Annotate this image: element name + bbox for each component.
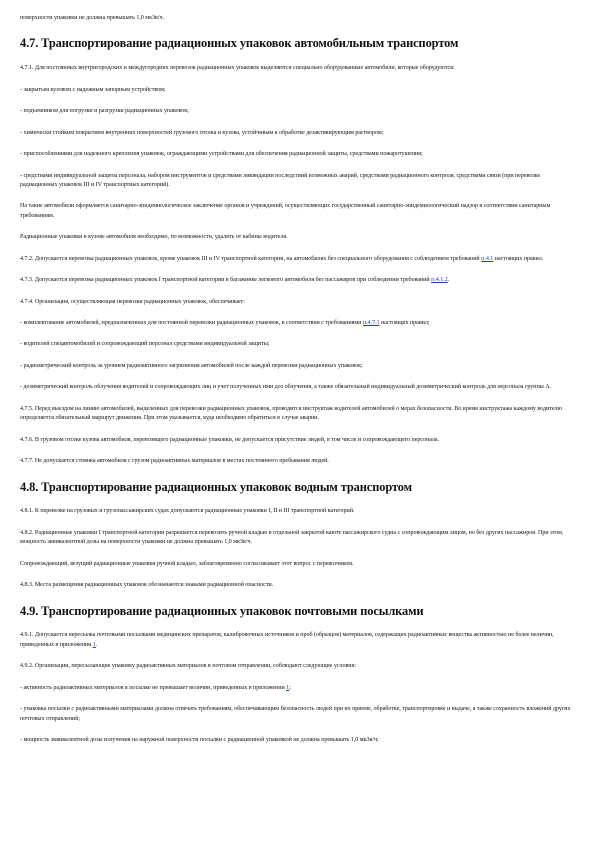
- paragraph-4-7-2: [20, 255, 575, 264]
- paragraph-placement: Радиационные упаковки в кузове автомобиля необходимо, по возможности, удалять от кабины водителя.: [20, 234, 288, 241]
- bullet-lift: - подъемником для погрузки и разгрузки радиационных упаковок;: [20, 108, 189, 115]
- bullet-equipment: [20, 319, 575, 328]
- text: 4.7.3. Допускается перевозка радиационных упаковок I транспортной категории в багажнике легкового автомобиля без пассажиров при соблюдении требований: [20, 277, 430, 284]
- text: .: [95, 641, 98, 648]
- link-appendix-1[interactable]: 1: [286, 684, 290, 691]
- link-appendix-1[interactable]: 1: [92, 641, 96, 648]
- text: настоящих правил;: [380, 320, 430, 326]
- bullet-fastening: - приспособлениями для надежного крепления упаковок, ограждающими устройствами для обеспечения радиационной защиты, средствами пожаротушения;: [20, 151, 423, 158]
- paragraph-escort: Сопровождающий, везущий радиационные упаковки ручной кладью, заблаговременно согласовывает этот вопрос с перевозчиком.: [20, 560, 354, 567]
- text: .: [447, 277, 450, 284]
- text: ;: [289, 684, 291, 691]
- bullet-ppe: - водителей спецавтомобилей и сопровождающий персонал средствами индивидуальной защиты;: [20, 341, 270, 348]
- section-4-8-heading: 4.8. Транспортирование радиационных упаковок водным транспортом: [20, 479, 412, 494]
- paragraph-4-9-1: [20, 631, 575, 650]
- section-4-9-heading: 4.9. Транспортирование радиационных упаковок почтовыми посылками: [20, 603, 424, 618]
- text: 4.9.1. Допускается пересылка почтовыми посылками медицинских препаратов, калибровочных источников и проб (образцов) материалов, содержащих радиоактивные вещества активностью не более величин, приведенных в приложении: [20, 632, 554, 648]
- paragraph-4-8-1: 4.8.1. К перевозке на грузовых и грузопассажирских судах допускаются радиационные упаковки I, II и III транспортной категорий.: [20, 508, 355, 515]
- intro-paragraph: поверхности упаковки не должна превышать 1,0 мкЗв/ч.: [20, 15, 164, 21]
- link-p-4-1-2[interactable]: п.4.1.2: [431, 277, 448, 284]
- bullet-dosimetric: - дозиметрический контроль облучения водителей и сопровождающих лиц и учет полученных ими доз облучения, а также обязательный индивидуальный дозиметрический контроль для персонала группы А.: [20, 384, 552, 391]
- bullet-radiometric: - радиометрический контроль за уровнем радиоактивного загрязнения автомобилей после каждой перевозки радиационных упаковок;: [20, 362, 363, 369]
- link-p-4-1[interactable]: п.4.1: [481, 255, 494, 262]
- paragraph-4-7-7: 4.7.7. Не допускается стоянка автомобиля с грузом радиоактивных материалов в местах постоянного пребывания людей.: [20, 458, 329, 465]
- bullet-dose-rate: - мощность эквивалентной дозы излучения на наружной поверхности посылки с радиационной упаковкой не должна превышать 1,0 мкЗв/ч;: [20, 737, 379, 744]
- text: - активность радиоактивных материалов в посылке не превышает величин, приведенных в приложении: [20, 684, 285, 691]
- text: 4.7.2. Допускается перевозка радиационных упаковок, кроме упаковок III и IV транспортной категории, на автомобилях без специального оборудования с соблюдением требований: [20, 255, 480, 262]
- text: - комплектование автомобилей, предназначенных для постоянной перевозки радиационных упаковок, в соответствии с требованиями: [20, 320, 362, 326]
- paragraph-4-7-6: 4.7.6. В грузовом отсеке кузова автомобиля, перевозящего радиационные упаковки, не допускается присутствие людей, в том числе и сопровождающего персонала.: [20, 436, 440, 443]
- document-page: [20, 14, 575, 758]
- paragraph-4-7-1: 4.7.1. Для постоянных внутригородских и междугородних перевозок радиационных упаковок выделяются специально оборудованные автомобили, которые оборудуются:: [20, 65, 455, 72]
- text: настоящих правил.: [494, 255, 544, 262]
- paragraph-4-8-3: 4.8.3. Места размещения радиационных упаковок обозначаются знаками радиационной опасности.: [20, 582, 274, 589]
- bullet-coating: - химически стойким покрытием внутренних поверхностей грузового отсека и кузова, устойчивым к обработке дезактивирующим раствором;: [20, 129, 384, 136]
- paragraph-4-7-3: [20, 276, 575, 285]
- paragraph-4-8-2: 4.8.2. Радиационные упаковки I транспортной категории разрешается перевозить ручной кладью в отдельной закрытой каюте пассажирского судна с сопровождающим лицом, но без других пассажиров. При этом, мощность эквивалентной дозы на поверхности упаковки не должна превышать 1,0 мкЗв/ч.: [20, 529, 564, 546]
- paragraph-4-9-2: 4.9.2. Организации, пересылающие упаковку радиоактивных материалов в почтовом отправлении, соблюдают следующие условия:: [20, 663, 356, 670]
- bullet-packaging: - упаковка посылки с радиоактивными материалами должна отвечать требованиям, обеспечивающим безопасность людей при их приеме, обработке, транспортировке и выдаче, а также сохранность вложений других почтовых отправлений;: [20, 706, 571, 722]
- bullet-activity: [20, 684, 575, 693]
- paragraph-4-7-5: 4.7.5. Перед выездом на линию автомобилей, выделенных для перевозки радиационных упаковок, проводится инструктаж водителей автомобилей о мерах безопасности. Во время инструктажа каждому водителю определяется обязательный маршрут движения. При этом указывается, куда необходимо обратиться в случае аварии.: [20, 405, 563, 422]
- bullet-closed-body: - закрытым кузовом с надежным запорным устройством;: [20, 86, 166, 93]
- paragraph-certificate: На такие автомобили оформляется санитарно-эпидемиологическое заключение органов и учреждений, осуществляющих государственный санитарно-эпидемиологический надзор в соответствии санитарным требованиям.: [20, 203, 551, 219]
- paragraph-4-7-4: 4.7.4. Организация, осуществляющая перевозки радиационных упаковок, обеспечивает:: [20, 298, 245, 305]
- bullet-protection: - средствами индивидуальной защиты персонала, набором инструментов и средствами ликвидации последствий возможных аварий, средствами радиационного контроля, средствами связи (при перевозке радиационных упаковок III и IV транспортных категорий).: [20, 172, 541, 188]
- section-4-7-heading: 4.7. Транспортирование радиационных упаковок автомобильным транспортом: [20, 36, 459, 51]
- link-p-4-7-1[interactable]: п.4.7.1: [362, 320, 380, 326]
